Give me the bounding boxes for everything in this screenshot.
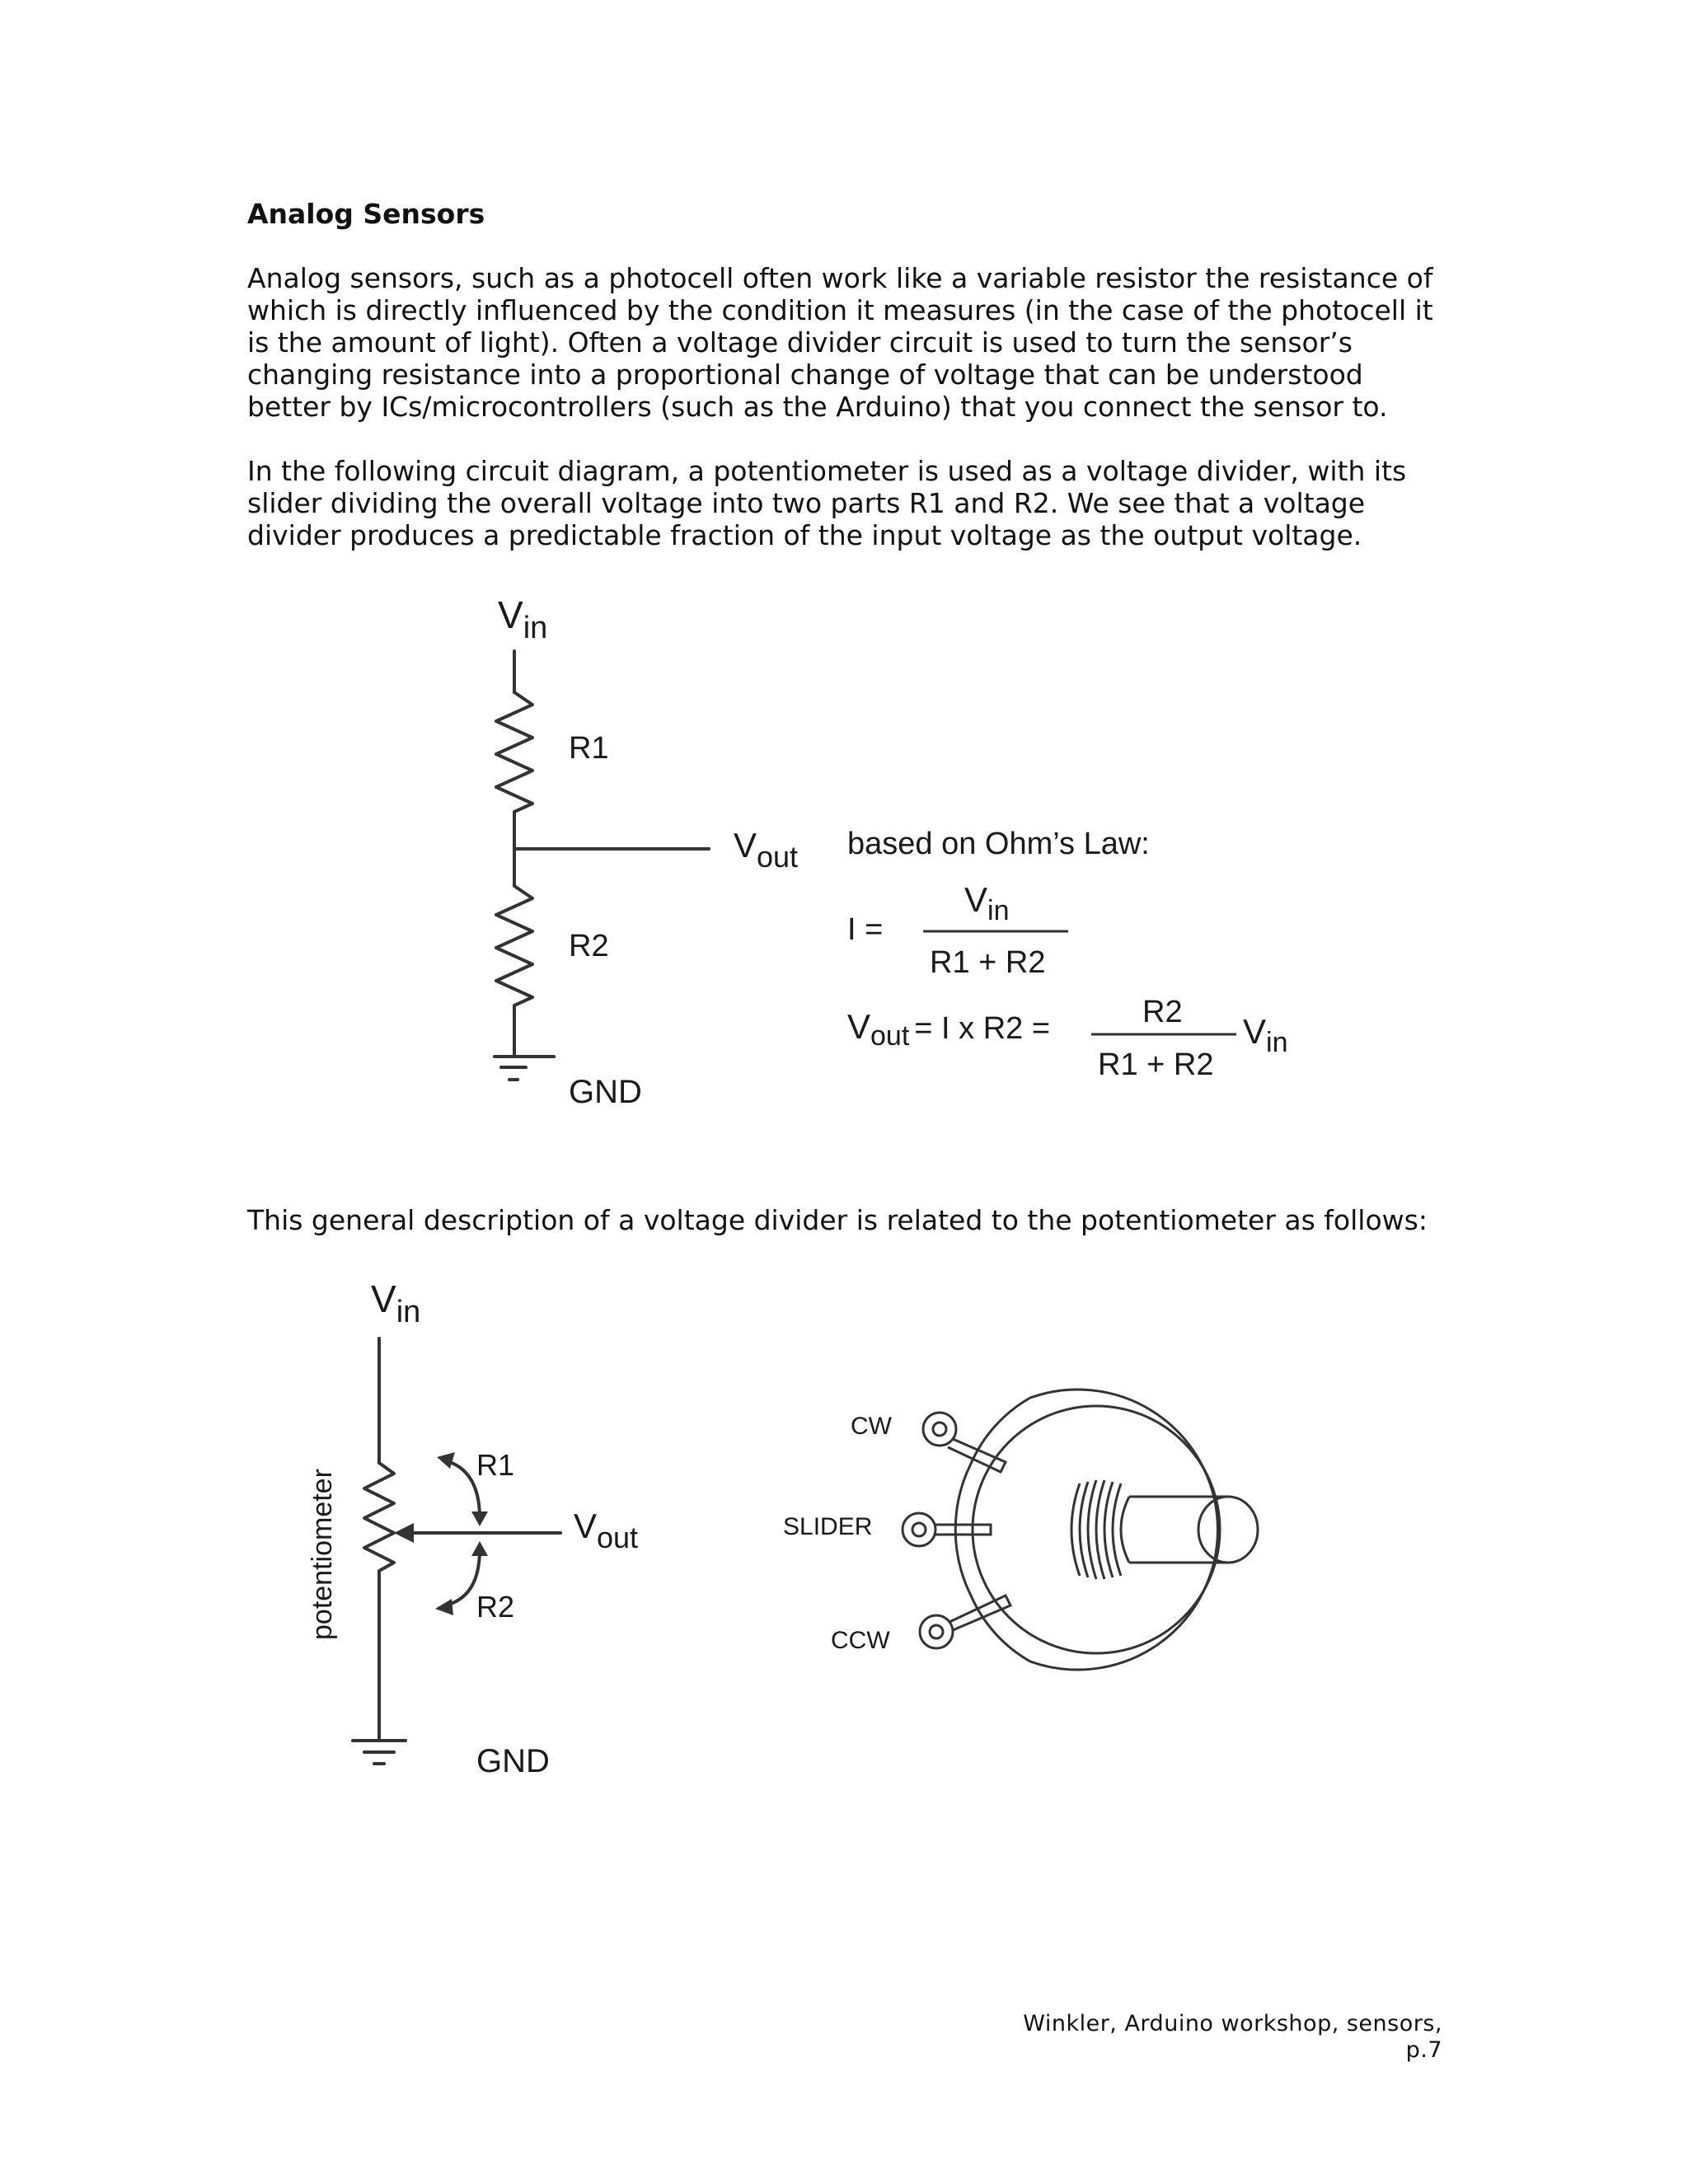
r1-arrowhead-lower-icon	[471, 1511, 488, 1526]
r1-arrowhead-icon	[437, 1452, 455, 1469]
r1-label: R1	[569, 731, 609, 766]
gnd-label: GND	[569, 1074, 642, 1110]
potentiometer-shaft-icon	[1071, 1480, 1258, 1579]
potentiometer-physical-diagram	[767, 1385, 1286, 1681]
slider-terminal-icon	[903, 1513, 991, 1546]
vout-fraction-numerator: R2	[1142, 995, 1183, 1029]
intro-paragraph: Analog sensors, such as a photocell often work like a variable resistor the resistance of which is directly influenced by the condition it measures (in the case of the photocell it is the amount of light). Often a voltage divider circuit is used to turn the sensor’s changing resistance into a proportional change of voltage that can be understood better by ICs/microcontrollers (such as the Arduino) that you connect the sensor to.	[247, 262, 1433, 423]
r2-curved-arrow-icon	[445, 1549, 480, 1605]
r1-label: R1	[476, 1448, 515, 1482]
potentiometer-body-icon	[955, 1390, 1217, 1670]
vout-equation-label: Vout = I x R2 =	[847, 1007, 1051, 1052]
potentiometer-paragraph: This general description of a voltage divider is related to the potentiometer as follows:	[247, 1204, 1428, 1236]
resistor-r1-icon	[496, 692, 532, 849]
ground-icon	[353, 1741, 406, 1764]
r2-arrowhead-icon	[435, 1599, 453, 1615]
ccw-label: CCW	[831, 1627, 890, 1654]
vout-fraction-multiplier: $V_{in}$	[1243, 1012, 1288, 1058]
r2-label: R2	[569, 929, 609, 963]
circuit-paragraph: In the following circuit diagram, a potentiometer is used as a voltage divider, with its slider dividing the overall voltage into two parts R1 and R2. We see that a voltage divider produces a predictable fraction of the input voltage as the output voltage.	[247, 455, 1407, 551]
page-footer: Winkler, Arduino workshop, sensors, p.7	[1023, 2011, 1442, 2063]
r2-label: R2	[476, 1590, 515, 1624]
potentiometer-label: potentiometer	[307, 1469, 338, 1640]
wiper-arrowhead-icon	[394, 1523, 414, 1543]
section-heading: Analog Sensors	[247, 198, 485, 230]
current-fraction-denominator: R1 + R2	[930, 945, 1046, 980]
vout-fraction-denominator: R1 + R2	[1098, 1047, 1214, 1082]
vin-label: $V_{in}$	[498, 593, 548, 645]
slider-label: SLIDER	[783, 1513, 873, 1540]
potentiometer-icon	[364, 1463, 394, 1739]
ground-icon	[495, 1057, 554, 1080]
vin-label: $V_{in}$	[371, 1277, 421, 1329]
current-equation-label: I =	[847, 912, 884, 947]
potentiometer-divider-diagram	[297, 1277, 676, 1805]
vout-label: Vout	[574, 1507, 639, 1554]
vout-label: Vout	[734, 826, 799, 874]
voltage-divider-diagram	[462, 593, 1335, 1121]
ohms-law-caption: based on Ohm’s Law:	[847, 827, 1150, 861]
current-fraction-numerator: $V_{in}$	[964, 880, 1010, 926]
resistor-r2-icon	[496, 849, 532, 1055]
gnd-label: GND	[476, 1743, 550, 1779]
r2-arrowhead-upper-icon	[471, 1541, 488, 1556]
r1-curved-arrow-icon	[445, 1460, 480, 1518]
cw-label: CW	[851, 1413, 892, 1440]
